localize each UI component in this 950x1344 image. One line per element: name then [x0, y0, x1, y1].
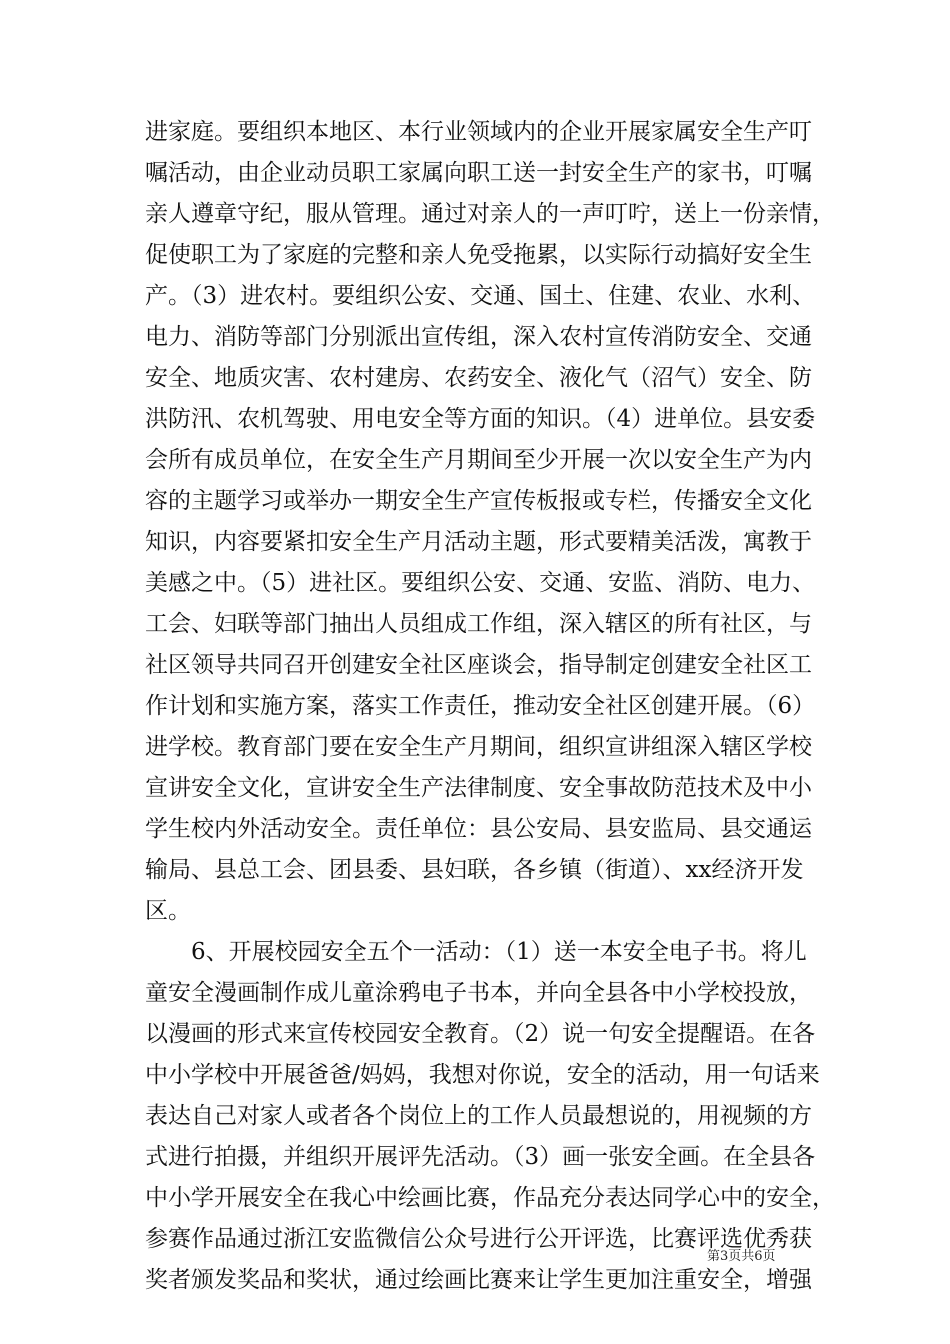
text-line: 美感之中。（5）进社区。要组织公安、交通、安监、消防、电力、 [145, 570, 816, 596]
text-line: 宣讲安全文化，宣讲安全生产法律制度、安全事故防范技术及中小 [145, 775, 812, 801]
page-number: 第3页共6页 [707, 1249, 776, 1264]
text-line: 亲人遵章守纪，服从管理。通过对亲人的一声叮咛，送上一份亲情， [145, 201, 835, 227]
text-line: 知识，内容要紧扣安全生产月活动主题，形式要精美活泼，寓教于 [145, 529, 812, 555]
text-line: 进家庭。要组织本地区、本行业领域内的企业开展家属安全生产叮 [145, 119, 812, 145]
text-line: 童安全漫画制作成儿童涂鸦电子书本，并向全县各中小学校投放， [145, 980, 812, 1006]
text-line: 电力、消防等部门分别派出宣传组，深入农村宣传消防安全、交通 [145, 324, 812, 350]
text-line: 参赛作品通过浙江安监微信公众号进行公开评选，比赛评选优秀获 [145, 1226, 812, 1252]
text-line: 容的主题学习或举办一期安全生产宣传板报或专栏，传播安全文化 [145, 488, 812, 514]
text-line: 奖者颁发奖品和奖状，通过绘画比赛来让学生更加注重安全，增强 [145, 1267, 812, 1293]
text-line: 进学校。教育部门要在安全生产月期间，组织宣讲组深入辖区学校 [145, 734, 812, 760]
text-line: 作计划和实施方案，落实工作责任，推动安全社区创建开展。（6） [145, 693, 816, 719]
text-line: 输局、县总工会、团县委、县妇联，各乡镇（街道）、xx经济开发 [145, 857, 804, 883]
text-line: 式进行拍摄，并组织开展评先活动。（3）画一张安全画。在全县各 [145, 1144, 816, 1170]
text-line: 中小学开展安全在我心中绘画比赛，作品充分表达同学心中的安全， [145, 1185, 835, 1211]
text-line: 区。 [145, 898, 191, 924]
text-line: 表达自己对家人或者各个岗位上的工作人员最想说的，用视频的方 [145, 1103, 812, 1129]
text-line: 产。（3）进农村。要组织公安、交通、国土、住建、农业、水利、 [145, 283, 816, 309]
paragraph-start-line: 6、开展校园安全五个一活动：（1）送一本安全电子书。将儿 [145, 939, 807, 965]
text-line: 以漫画的形式来宣传校园安全教育。（2）说一句安全提醒语。在各 [145, 1021, 816, 1047]
text-line: 嘱活动，由企业动员职工家属向职工送一封安全生产的家书，叮嘱 [145, 160, 812, 186]
text-line: 会所有成员单位，在安全生产月期间至少开展一次以安全生产为内 [145, 447, 812, 473]
text-line: 洪防汛、农机驾驶、用电安全等方面的知识。（4）进单位。县安委 [145, 406, 816, 432]
text-line: 社区领导共同召开创建安全社区座谈会，指导制定创建安全社区工 [145, 652, 812, 678]
text-line: 促使职工为了家庭的完整和亲人免受拖累，以实际行动搞好安全生 [145, 242, 812, 268]
text-line: 安全、地质灾害、农村建房、农药安全、液化气（沼气）安全、防 [145, 365, 812, 391]
text-line: 学生校内外活动安全。责任单位：县公安局、县安监局、县交通运 [145, 816, 812, 842]
text-line: 中小学校中开展爸爸/妈妈，我想对你说，安全的活动，用一句话来 [145, 1062, 820, 1088]
text-line: 工会、妇联等部门抽出人员组成工作组，深入辖区的所有社区，与 [145, 611, 812, 637]
